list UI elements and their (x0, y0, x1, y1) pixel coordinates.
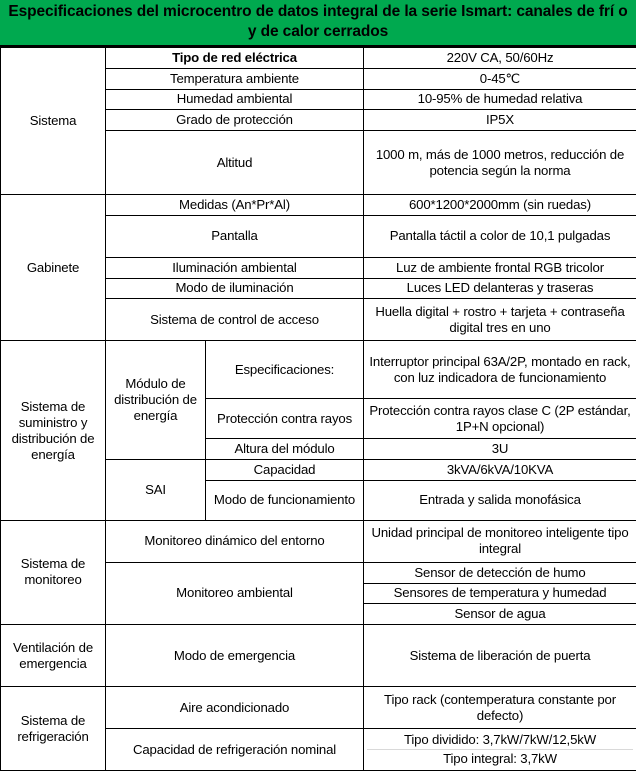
table-row (1, 341, 636, 399)
document-title-banner (0, 0, 636, 47)
value-altitud: 1000 m, más de 1000 metros, reducción de potencia según la norma (364, 131, 636, 195)
value-especificaciones: Interruptor principal 63A/2P, montado en rack, con luz indicadora de funcionamiento (364, 341, 636, 399)
category-monitoreo: Sistema de monitoreo (1, 520, 106, 624)
value-capacidad-refrigeracion (364, 729, 636, 771)
value-sensor-temperatura-humedad: Sensores de temperatura y humedad (364, 583, 636, 604)
param-proteccion-rayos: Protección contra rayos (206, 399, 364, 439)
value-modo-funcionamiento: Entrada y salida monofásica (364, 480, 636, 520)
param-capacidad-sai: Capacidad (206, 460, 364, 481)
subgroup-modulo-distribucion: Módulo de distribución de energía (106, 341, 206, 460)
table-row (1, 520, 636, 562)
table-row (1, 625, 636, 687)
category-sistema: Sistema (1, 48, 106, 195)
param-modo-iluminacion: Modo de iluminación (106, 278, 364, 299)
value-sensor-agua: Sensor de agua (364, 604, 636, 625)
param-modo-funcionamiento: Modo de funcionamiento (206, 480, 364, 520)
value-modo-iluminacion: Luces LED delanteras y traseras (364, 278, 636, 299)
param-medidas: Medidas (An*Pr*Al) (106, 195, 364, 216)
param-especificaciones: Especificaciones: (206, 341, 364, 399)
table-row (1, 687, 636, 729)
param-temperatura-ambiente: Temperatura ambiente (106, 68, 364, 89)
value-sensor-humo: Sensor de detección de humo (364, 562, 636, 583)
value-modo-emergencia: Sistema de liberación de puerta (364, 625, 636, 687)
value-capacidad-tipo-integral: Tipo integral: 3,7kW (367, 749, 633, 768)
value-aire-acondicionado: Tipo rack (contemperatura constante por defecto) (364, 687, 636, 729)
param-capacidad-refrigeracion: Capacidad de refrigeración nominal (106, 729, 364, 771)
param-humedad-ambiental: Humedad ambiental (106, 89, 364, 110)
category-refrigeracion: Sistema de refrigeración (1, 687, 106, 771)
value-capacidad-tipo-dividido: Tipo dividido: 3,7kW/7kW/12,5kW (403, 732, 596, 747)
table-row (1, 48, 636, 69)
value-humedad-ambiental: 10-95% de humedad relativa (364, 89, 636, 110)
value-medidas: 600*1200*2000mm (sin ruedas) (364, 195, 636, 216)
param-tipo-red-electrica: Tipo de red eléctrica (106, 48, 364, 69)
subgroup-sai: SAI (106, 460, 206, 521)
category-gabinete: Gabinete (1, 195, 106, 341)
value-temperatura-ambiente: 0-45℃ (364, 68, 636, 89)
category-ventilacion: Ventilación de emergencia (1, 625, 106, 687)
value-tipo-red-electrica: 220V CA, 50/60Hz (364, 48, 636, 69)
document-title-line-1: Especificaciones del microcentro de datos integral de la serie Ismart: canales de frí (8, 3, 615, 20)
param-aire-acondicionado: Aire acondicionado (106, 687, 364, 729)
param-iluminacion-ambiental: Iluminación ambiental (106, 257, 364, 278)
param-grado-proteccion: Grado de protección (106, 110, 364, 131)
param-control-acceso: Sistema de control de acceso (106, 299, 364, 341)
value-pantalla: Pantalla táctil a color de 10,1 pulgadas (364, 215, 636, 257)
value-capacidad-sai: 3kVA/6kVA/10KVA (364, 460, 636, 481)
param-monitoreo-ambiental: Monitoreo ambiental (106, 562, 364, 624)
table-row (1, 195, 636, 216)
value-iluminacion-ambiental: Luz de ambiente frontal RGB tricolor (364, 257, 636, 278)
param-pantalla: Pantalla (106, 215, 364, 257)
param-monitoreo-dinamico: Monitoreo dinámico del entorno (106, 520, 364, 562)
value-grado-proteccion: IP5X (364, 110, 636, 131)
value-proteccion-rayos: Protección contra rayos clase C (2P estándar, 1P+N opcional) (364, 399, 636, 439)
value-altura-modulo: 3U (364, 439, 636, 460)
param-modo-emergencia: Modo de emergencia (106, 625, 364, 687)
specifications-table (0, 47, 636, 771)
param-altura-modulo: Altura del módulo (206, 439, 364, 460)
value-monitoreo-dinamico: Unidad principal de monitoreo inteligente tipo integral (364, 520, 636, 562)
param-altitud: Altitud (106, 131, 364, 195)
document-title-line-2: o y de calor cerrados (247, 3, 628, 40)
value-control-acceso: Huella digital + rostro + tarjeta + contraseña digital tres en uno (364, 299, 636, 341)
category-energia: Sistema de suministro y distribución de energía (1, 341, 106, 521)
